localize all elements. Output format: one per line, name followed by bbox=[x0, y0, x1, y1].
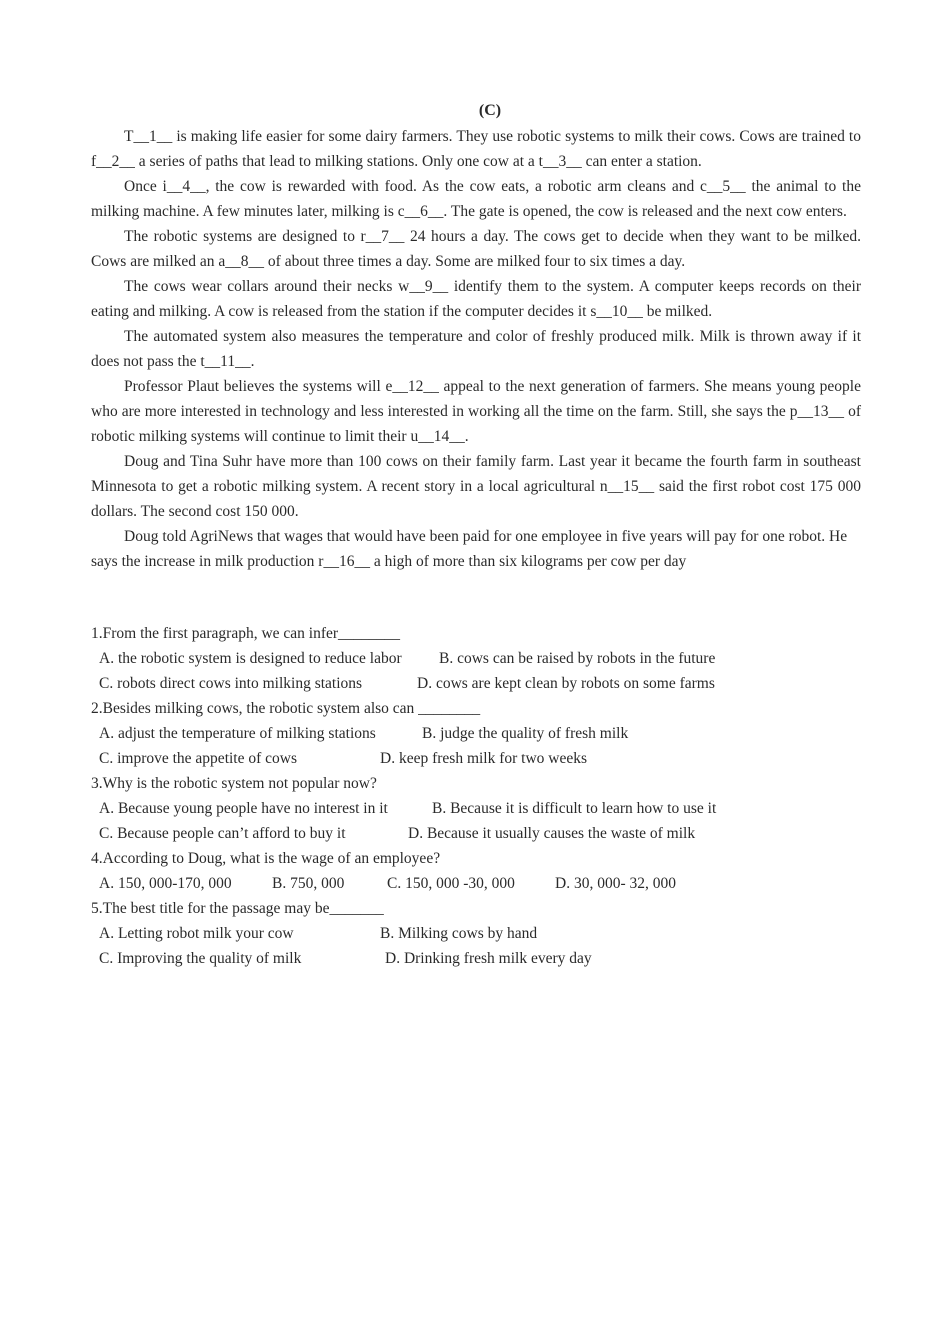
passage-title: (C) bbox=[478, 102, 502, 119]
option-a: A. the robotic system is designed to reduce labor bbox=[99, 650, 402, 667]
passage-paragraph: Once i__4__, the cow is rewarded with food. As the cow eats, a robotic arm cleans and c__5__ the animal to the milking machine. A few minutes later, milking is c__6__. The gate is opened, the cow is released and the next cow enters. bbox=[91, 178, 861, 220]
option-c: C. robots direct cows into milking stations bbox=[99, 675, 363, 692]
passage-paragraph: The robotic systems are designed to r__7__ 24 hours a day. The cows get to decide when they want to be milked. Cows are milked an a__8__ of about three times a day. Some are milked four to six times a day. bbox=[91, 228, 861, 270]
option-a: A. 150, 000-170, 000 bbox=[99, 875, 232, 892]
passage-paragraph: Doug told AgriNews that wages that would have been paid for one employee in five years will pay for one robot. He says the increase in milk production r__16__ a high of more than six kilograms per cow per day bbox=[91, 528, 848, 570]
option-d: D. Because it usually causes the waste of milk bbox=[408, 825, 696, 842]
option-d: D. keep fresh milk for two weeks bbox=[380, 750, 588, 767]
option-a: A. Because young people have no interest in it bbox=[99, 800, 388, 817]
option-b: B. judge the quality of fresh milk bbox=[422, 725, 629, 742]
option-row bbox=[91, 646, 871, 671]
option-row bbox=[91, 796, 871, 821]
question-stem: 5.The best title for the passage may be_______ bbox=[91, 900, 384, 917]
passage-paragraph: Doug and Tina Suhr have more than 100 cows on their family farm. Last year it became the fourth farm in southeast Minnesota to get a robotic milking system. A recent story in a local agricultural n__15__ said the first robot cost 175 000 dollars. The second cost 150 000. bbox=[91, 453, 861, 520]
passage-paragraph: The cows wear collars around their necks w__9__ identify them to the system. A computer keeps records on their eating and milking. A cow is released from the station if the computer decides it s__10__ be milked. bbox=[91, 278, 861, 320]
question-stem: 2.Besides milking cows, the robotic system also can ________ bbox=[91, 700, 481, 717]
question-stem: 4.According to Doug, what is the wage of an employee? bbox=[91, 850, 441, 867]
option-row bbox=[91, 871, 871, 896]
option-row bbox=[91, 671, 871, 696]
option-row bbox=[91, 921, 871, 946]
option-a: A. adjust the temperature of milking stations bbox=[99, 725, 376, 742]
option-d: D. 30, 000- 32, 000 bbox=[555, 875, 676, 892]
passage-paragraph: T__1__ is making life easier for some dairy farmers. They use robotic systems to milk their cows. Cows are trained to f__2__ a series of paths that lead to milking stations. Only one cow at a t__3__ can enter a station. bbox=[91, 128, 861, 170]
question-stem: 1.From the first paragraph, we can infer________ bbox=[91, 625, 401, 642]
question-list bbox=[91, 621, 871, 971]
option-c: C. 150, 000 -30, 000 bbox=[387, 875, 515, 892]
option-d: D. cows are kept clean by robots on some farms bbox=[417, 675, 715, 692]
passage-body bbox=[91, 124, 861, 574]
option-c: C. Because people can’t afford to buy it bbox=[99, 825, 346, 842]
option-b: B. 750, 000 bbox=[272, 875, 345, 892]
option-row bbox=[91, 946, 871, 971]
option-c: C. Improving the quality of milk bbox=[99, 950, 302, 967]
passage-paragraph: Professor Plaut believes the systems will e__12__ appeal to the next generation of farmers. She means young people who are more interested in technology and less interested in working all the time on the farm. Still, she says the p__13__ of robotic milking systems will continue to limit their u__14__. bbox=[91, 378, 861, 445]
option-a: A. Letting robot milk your cow bbox=[99, 925, 294, 942]
option-c: C. improve the appetite of cows bbox=[99, 750, 298, 767]
option-b: B. Because it is difficult to learn how to use it bbox=[432, 800, 717, 817]
passage-paragraph: The automated system also measures the temperature and color of freshly produced milk. Milk is thrown away if it does not pass the t__11__. bbox=[91, 328, 861, 370]
option-row bbox=[91, 721, 871, 746]
option-d: D. Drinking fresh milk every day bbox=[385, 950, 592, 967]
question-stem: 3.Why is the robotic system not popular now? bbox=[91, 775, 377, 792]
option-row bbox=[91, 821, 871, 846]
option-b: B. Milking cows by hand bbox=[380, 925, 538, 942]
option-row bbox=[91, 746, 871, 771]
option-b: B. cows can be raised by robots in the future bbox=[439, 650, 716, 667]
